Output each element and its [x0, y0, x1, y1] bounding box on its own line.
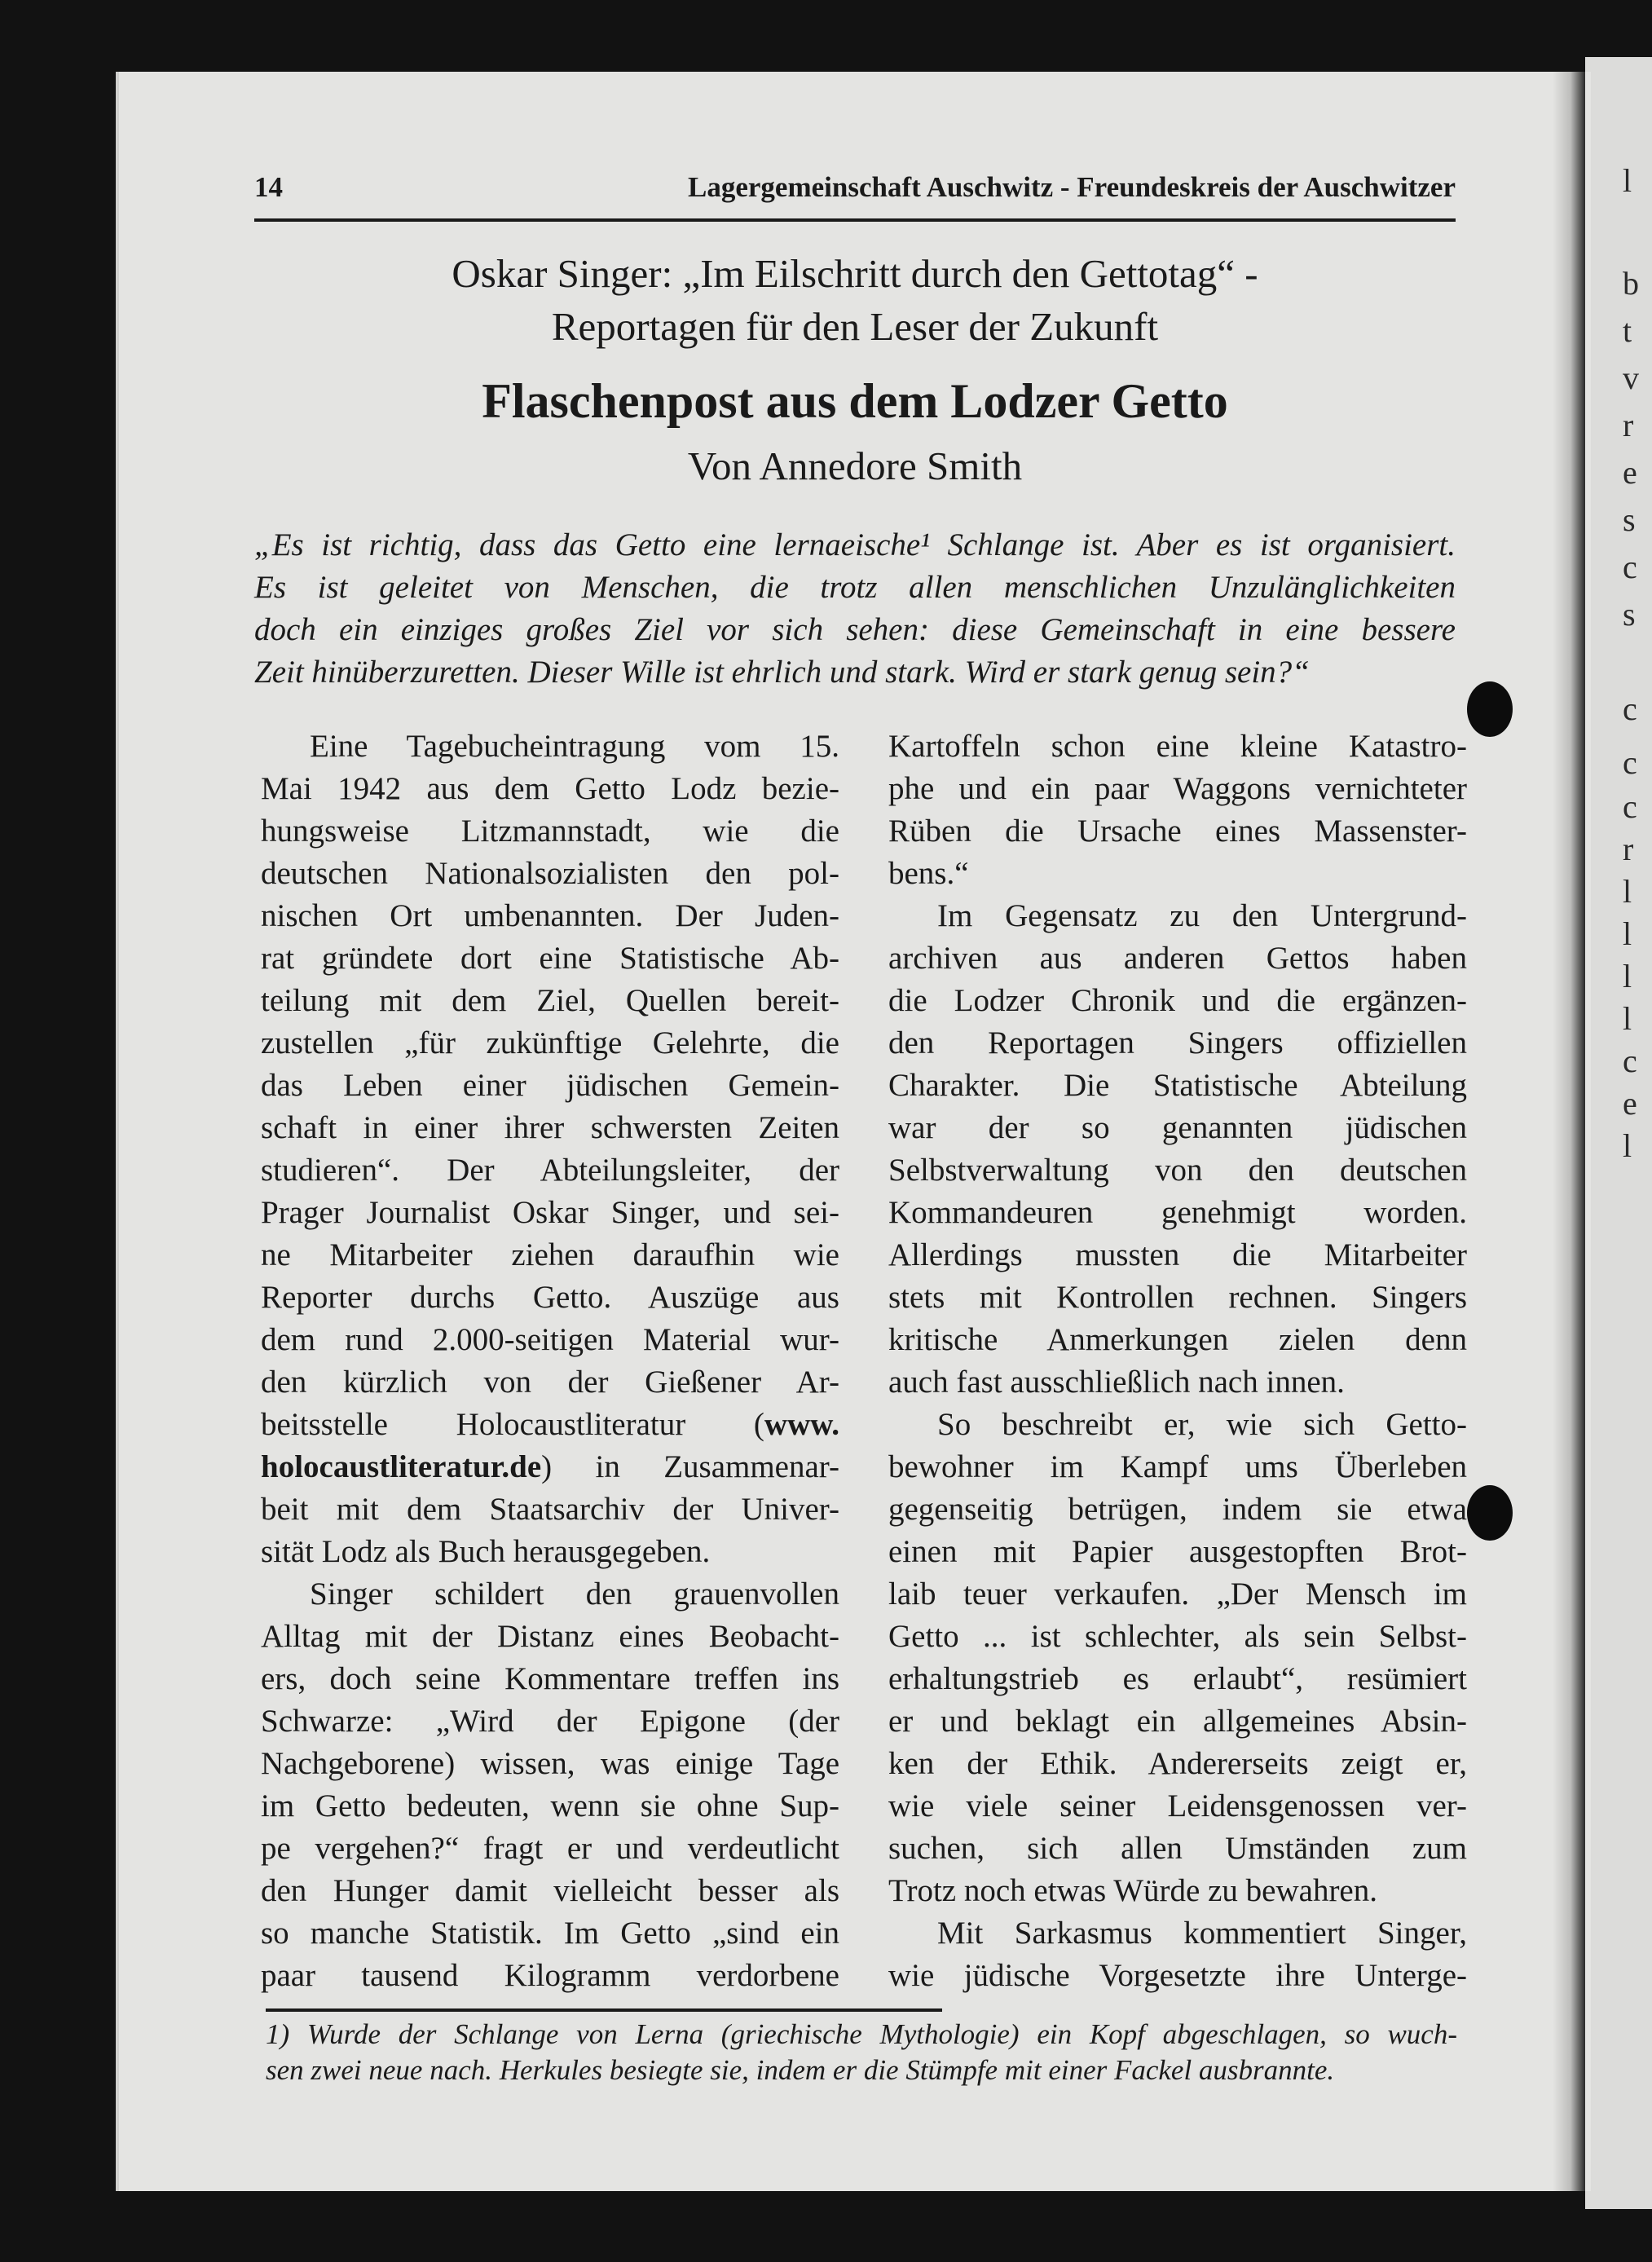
body-line: archiven aus anderen Gettos haben	[888, 941, 1467, 976]
adjacent-page-letter: c	[1623, 788, 1637, 825]
body-line: Charakter. Die Statistische Abteilung	[888, 1068, 1467, 1103]
epigraph-quote	[254, 524, 1456, 694]
punch-hole	[1467, 1485, 1513, 1541]
body-line: den kürzlich von der Gießener Ar-	[261, 1365, 839, 1400]
body-line: paar tausend Kilogramm verdorbene	[261, 1958, 839, 1993]
adjacent-page-letter: c	[1623, 744, 1637, 781]
adjacent-page-letter: e	[1623, 454, 1637, 491]
article-author: Von Annedore Smith	[687, 443, 1023, 488]
adjacent-page-letter: r	[1623, 407, 1634, 443]
body-line: er und beklagt ein allgemeines Absin-	[888, 1704, 1467, 1739]
url-part: holocaustliteratur.de	[261, 1449, 542, 1484]
body-line: hungsweise Litzmannstadt, wie die	[261, 814, 839, 849]
body-line: schaft in einer ihrer schwersten Zeiten	[261, 1110, 839, 1145]
body-line: studieren“. Der Abteilungsleiter, der	[261, 1153, 839, 1188]
running-title: Lagergemeinschaft Auschwitz - Freundeskreis der Auschwitzer	[688, 171, 1456, 203]
footnote	[266, 2017, 1457, 2088]
body-line: laib teuer verkaufen. „Der Mensch im	[888, 1576, 1467, 1612]
body-line: Alltag mit der Distanz eines Beobacht-	[261, 1619, 839, 1654]
adjacent-page-letter: l	[1623, 1000, 1632, 1037]
body-line: zustellen „für zukünftige Gelehrte, die	[261, 1025, 839, 1060]
page-gutter-shadow	[1553, 72, 1585, 2191]
adjacent-page-letter: l	[1623, 915, 1632, 952]
adjacent-page-letter: l	[1623, 873, 1632, 910]
body-line: Rüben die Ursache eines Massenster-	[888, 814, 1467, 849]
body-line: pe vergehen?“ fragt er und verdeutlicht	[261, 1831, 839, 1866]
body-line: wie jüdische Vorgesetzte ihre Unterge-	[888, 1958, 1467, 1993]
body-line: stets mit Kontrollen rechnen. Singers	[888, 1280, 1467, 1315]
quote-line: doch ein einziges großes Ziel vor sich sehen: diese Gemeinschaft in eine bessere	[254, 612, 1456, 647]
quote-line: Zeit hinüberzuretten. Dieser Wille ist ehrlich und stark. Wird er stark genug sein?“	[254, 655, 1310, 690]
body-line: phe und ein paar Waggons vernichteter	[888, 771, 1467, 806]
body-line: im Getto bedeuten, wenn sie ohne Sup-	[261, 1788, 839, 1823]
body-line-with-url	[261, 1446, 839, 1488]
body-line: So beschreibt er, wie sich Getto-	[937, 1407, 1467, 1442]
body-line: dem rund 2.000-seitigen Material wur-	[261, 1322, 839, 1357]
adjacent-page-letter: l	[1623, 1127, 1632, 1164]
body-line: teilung mit dem Ziel, Quellen bereit-	[261, 983, 839, 1018]
body-line: ne Mitarbeiter ziehen daraufhin wie	[261, 1237, 839, 1272]
body-line: wie viele seiner Leidensgenossen ver-	[888, 1788, 1467, 1823]
body-line: so manche Statistik. Im Getto „sind ein	[261, 1916, 839, 1951]
adjacent-page-letter: s	[1623, 596, 1636, 633]
body-line: ken der Ethik. Andererseits zeigt er,	[888, 1746, 1467, 1781]
body-line: Eine Tagebucheintragung vom 15.	[310, 729, 839, 764]
body-line: den Reportagen Singers offiziellen	[888, 1025, 1467, 1060]
body-text: beitsstelle Holocaustliteratur (	[261, 1407, 764, 1442]
article-subtitle-line1: Oskar Singer: „Im Eilschritt durch den Gettotag“ -	[452, 251, 1258, 296]
body-line: bewohner im Kampf ums Überleben	[888, 1449, 1467, 1484]
footnote-line: sen zwei neue nach. Herkules besiegte sie, indem er die Stümpfe mit einer Fackel ausbrannte.	[266, 2054, 1335, 2086]
adjacent-page-letter: c	[1623, 1043, 1637, 1079]
body-line: Selbstverwaltung von den deutschen	[888, 1153, 1467, 1188]
adjacent-page-letter: t	[1623, 312, 1632, 349]
body-line: sität Lodz als Buch herausgegeben.	[261, 1534, 711, 1569]
body-line: Getto ... ist schlechter, als sein Selbst-	[888, 1619, 1467, 1654]
body-line: nischen Ort umbenannten. Der Juden-	[261, 898, 839, 933]
body-line: ers, doch seine Kommentare treffen ins	[261, 1661, 839, 1696]
quote-line: „Es ist richtig, dass das Getto eine lernaeische¹ Schlange ist. Aber es ist organisiert.	[254, 527, 1456, 562]
adjacent-page-letter: l	[1623, 958, 1632, 994]
adjacent-page-letter: b	[1623, 265, 1639, 302]
body-text: ) in Zusammenar-	[541, 1449, 839, 1484]
body-line: war der so genannten jüdischen	[888, 1110, 1467, 1145]
body-line: Nachgeborene) wissen, was einige Tage	[261, 1746, 839, 1781]
body-line: Kommandeuren genehmigt worden.	[888, 1195, 1467, 1230]
adjacent-page-letter: c	[1623, 549, 1637, 585]
body-line: auch fast ausschließlich nach innen.	[888, 1365, 1345, 1400]
body-line: die Lodzer Chronik und die ergänzen-	[888, 983, 1467, 1018]
footnote-divider	[266, 2008, 942, 2012]
body-line: Singer schildert den grauenvollen	[310, 1576, 839, 1612]
running-header	[254, 171, 1456, 222]
left-column	[261, 725, 839, 1997]
article-title: Flaschenpost aus dem Lodzer Getto	[482, 374, 1228, 428]
quote-line: Es ist geleitet von Menschen, die trotz allen menschlichen Unzulänglichkeiten	[254, 570, 1456, 605]
body-line: deutschen Nationalsozialisten den pol-	[261, 856, 839, 891]
page-number: 14	[254, 171, 283, 203]
footnote-line: 1) Wurde der Schlange von Lerna (griechische Mythologie) ein Kopf abgeschlagen, so wuch-	[266, 2018, 1457, 2050]
body-line: beit mit dem Staatsarchiv der Univer-	[261, 1492, 839, 1527]
adjacent-page-letter: v	[1623, 359, 1639, 396]
body-line: Allerdings mussten die Mitarbeiter	[888, 1237, 1467, 1272]
url-part: www.	[764, 1407, 839, 1442]
body-line: Schwarze: „Wird der Epigone (der	[261, 1704, 839, 1739]
body-line: Kartoffeln schon eine kleine Katastro-	[888, 729, 1467, 764]
punch-hole	[1467, 681, 1513, 737]
body-line: Mai 1942 aus dem Getto Lodz bezie-	[261, 771, 839, 806]
body-line: Im Gegensatz zu den Untergrund-	[937, 898, 1467, 933]
body-line: das Leben einer jüdischen Gemein-	[261, 1068, 839, 1103]
body-line: den Hunger damit vielleicht besser als	[261, 1873, 839, 1908]
body-line: rat gründete dort eine Statistische Ab-	[261, 941, 839, 976]
body-line: erhaltungstrieb es erlaubt“, resümiert	[888, 1661, 1467, 1696]
adjacent-page-edge	[1585, 57, 1652, 2209]
body-line: Mit Sarkasmus kommentiert Singer,	[937, 1916, 1467, 1951]
body-line-with-url	[261, 1404, 839, 1446]
body-line: Reporter durchs Getto. Auszüge aus	[261, 1280, 839, 1315]
body-line: kritische Anmerkungen zielen denn	[888, 1322, 1467, 1357]
body-line: einen mit Papier ausgestopften Brot-	[888, 1534, 1467, 1569]
body-line: suchen, sich allen Umständen zum	[888, 1831, 1467, 1866]
body-line: Prager Journalist Oskar Singer, und sei-	[261, 1195, 839, 1230]
adjacent-page-letter: c	[1623, 690, 1637, 727]
body-line: Trotz noch etwas Würde zu bewahren.	[888, 1873, 1377, 1908]
adjacent-page-letter: l	[1623, 162, 1632, 199]
article-subtitle-line2: Reportagen für den Leser der Zukunft	[551, 304, 1159, 349]
body-line: gegenseitig betrügen, indem sie etwa	[888, 1492, 1467, 1527]
adjacent-page-letter: r	[1623, 831, 1634, 867]
adjacent-page-letter: s	[1623, 501, 1636, 538]
adjacent-page-letter: e	[1623, 1085, 1637, 1122]
body-line: bens.“	[888, 856, 969, 891]
right-column	[888, 725, 1467, 1997]
